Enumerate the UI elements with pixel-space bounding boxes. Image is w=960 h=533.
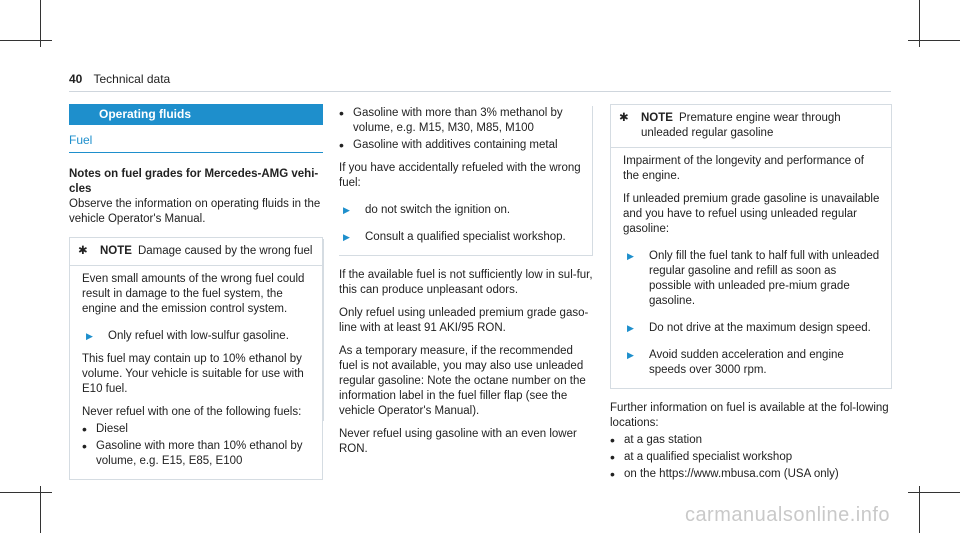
note-heading: Premature engine wear through unleaded regular gasoline xyxy=(641,112,841,139)
instruction-step: ▶ Consult a qualified specialist workshop. xyxy=(343,231,566,243)
paragraph: Only refuel using unleaded premium grade gaso-line with at least 91 AKI/95 RON. xyxy=(339,307,589,334)
crop-mark xyxy=(908,40,960,41)
list-item: • at a qualified specialist workshop xyxy=(610,449,793,465)
section-bar: Operating fluids xyxy=(69,104,323,125)
note-box xyxy=(610,104,892,389)
note-box-edge xyxy=(323,239,324,421)
bullet-icon: • xyxy=(339,137,344,153)
arrow-icon: ▶ xyxy=(86,331,93,341)
crop-mark xyxy=(40,486,41,533)
bullet-icon: • xyxy=(610,466,615,482)
bullet-icon: • xyxy=(82,421,87,437)
note-keyword: NOTE xyxy=(100,245,132,257)
note-paragraph: Never refuel with one of the following fuels: xyxy=(82,406,302,418)
note-paragraph: This fuel may contain up to 10% ethanol by volume. Your vehicle is suitable for use with E10 fuel. xyxy=(82,353,304,395)
bullet-list xyxy=(339,106,582,153)
header-divider xyxy=(69,91,891,92)
crop-mark xyxy=(908,492,960,493)
instruction-step: ▶ Only fill the fuel tank to half full with unleaded regular gasoline and refill as soon as possible with unleaded pre-mium grade gasoline. xyxy=(627,250,880,307)
page-number: 40 xyxy=(69,72,83,86)
note-keyword: NOTE xyxy=(641,112,673,124)
instruction-step: ▶ Avoid sudden acceleration and engine speeds over 3000 rpm. xyxy=(627,349,844,376)
arrow-icon: ▶ xyxy=(627,323,634,333)
list-item: • Gasoline with more than 3% methanol by volume, e.g. M15, M30, M85, M100 xyxy=(339,105,563,134)
note-header xyxy=(70,238,322,266)
warning-icon: ✱ xyxy=(78,245,88,257)
note-body xyxy=(70,266,322,479)
list-item: • Gasoline with additives containing metal xyxy=(339,137,558,153)
list-item: • on the https://www.mbusa.com (USA only) xyxy=(610,466,839,482)
bullet-list xyxy=(610,433,892,482)
arrow-icon: ▶ xyxy=(627,251,634,261)
topic-title: Notes on fuel grades for Mercedes-AMG vehi-cles xyxy=(69,168,319,195)
watermark: carmanualsonline.info xyxy=(684,504,890,526)
note-paragraph: Even small amounts of the wrong fuel could result in damage to the fuel system, the engine and the emission control system. xyxy=(82,273,305,315)
note-heading: Damage caused by the wrong fuel xyxy=(137,245,313,257)
bullet-icon: • xyxy=(610,449,615,465)
list-item: • Diesel xyxy=(82,421,128,437)
subsection-title: Fuel xyxy=(69,133,323,153)
column-1 xyxy=(69,104,323,480)
note-body xyxy=(611,148,891,388)
bullet-icon: • xyxy=(82,438,87,454)
bullet-icon: • xyxy=(610,432,615,448)
list-item: • Gasoline with more than 10% ethanol by volume, e.g. E15, E85, E100 xyxy=(82,438,303,467)
bullet-icon: • xyxy=(339,105,344,121)
crop-mark xyxy=(919,486,920,533)
note-continuation xyxy=(339,106,593,256)
instruction-step: ▶ do not switch the ignition on. xyxy=(343,204,511,216)
warning-icon: ✱ xyxy=(619,112,629,124)
arrow-icon: ▶ xyxy=(343,232,350,242)
intro-text: Observe the information on operating fluids in the vehicle Operator's Manual. xyxy=(69,198,321,225)
note-paragraph: Impairment of the longevity and performance of the engine. xyxy=(623,155,864,182)
arrow-icon: ▶ xyxy=(627,350,634,360)
list-item: • at a gas station xyxy=(610,432,702,448)
section-title: Technical data xyxy=(93,72,171,86)
page-header xyxy=(69,72,170,86)
paragraph: As a temporary measure, if the recommended fuel is not available, you may also use unleaded regular gasoline: Note the octane number on the information label in the fuel filler flap (see the vehicle Operator's Manual). xyxy=(339,345,586,417)
step-text: Only refuel with low-sulfur gasoline. xyxy=(108,330,289,342)
note-paragraph: If unleaded premium grade gasoline is unavailable and you have to refuel using unleaded regular gasoline: xyxy=(623,193,880,235)
arrow-icon: ▶ xyxy=(343,205,350,215)
paragraph: If you have accidentally refueled with the wrong fuel: xyxy=(339,162,581,189)
paragraph: If the available fuel is not sufficiently low in sul-fur, this can produce unpleasant odors. xyxy=(339,269,593,296)
crop-mark xyxy=(0,40,52,41)
crop-mark xyxy=(0,492,52,493)
instruction-step: ▶ Do not drive at the maximum design speed. xyxy=(627,322,871,334)
bullet-list xyxy=(82,422,312,469)
instruction-step xyxy=(82,329,312,344)
note-box xyxy=(69,237,323,480)
paragraph: Further information on fuel is available at the fol-lowing locations: xyxy=(610,402,889,429)
note-header xyxy=(611,105,891,148)
column-3 xyxy=(610,104,892,482)
paragraph: Never refuel using gasoline with an even lower RON. xyxy=(339,428,577,455)
column-2 xyxy=(339,104,593,457)
